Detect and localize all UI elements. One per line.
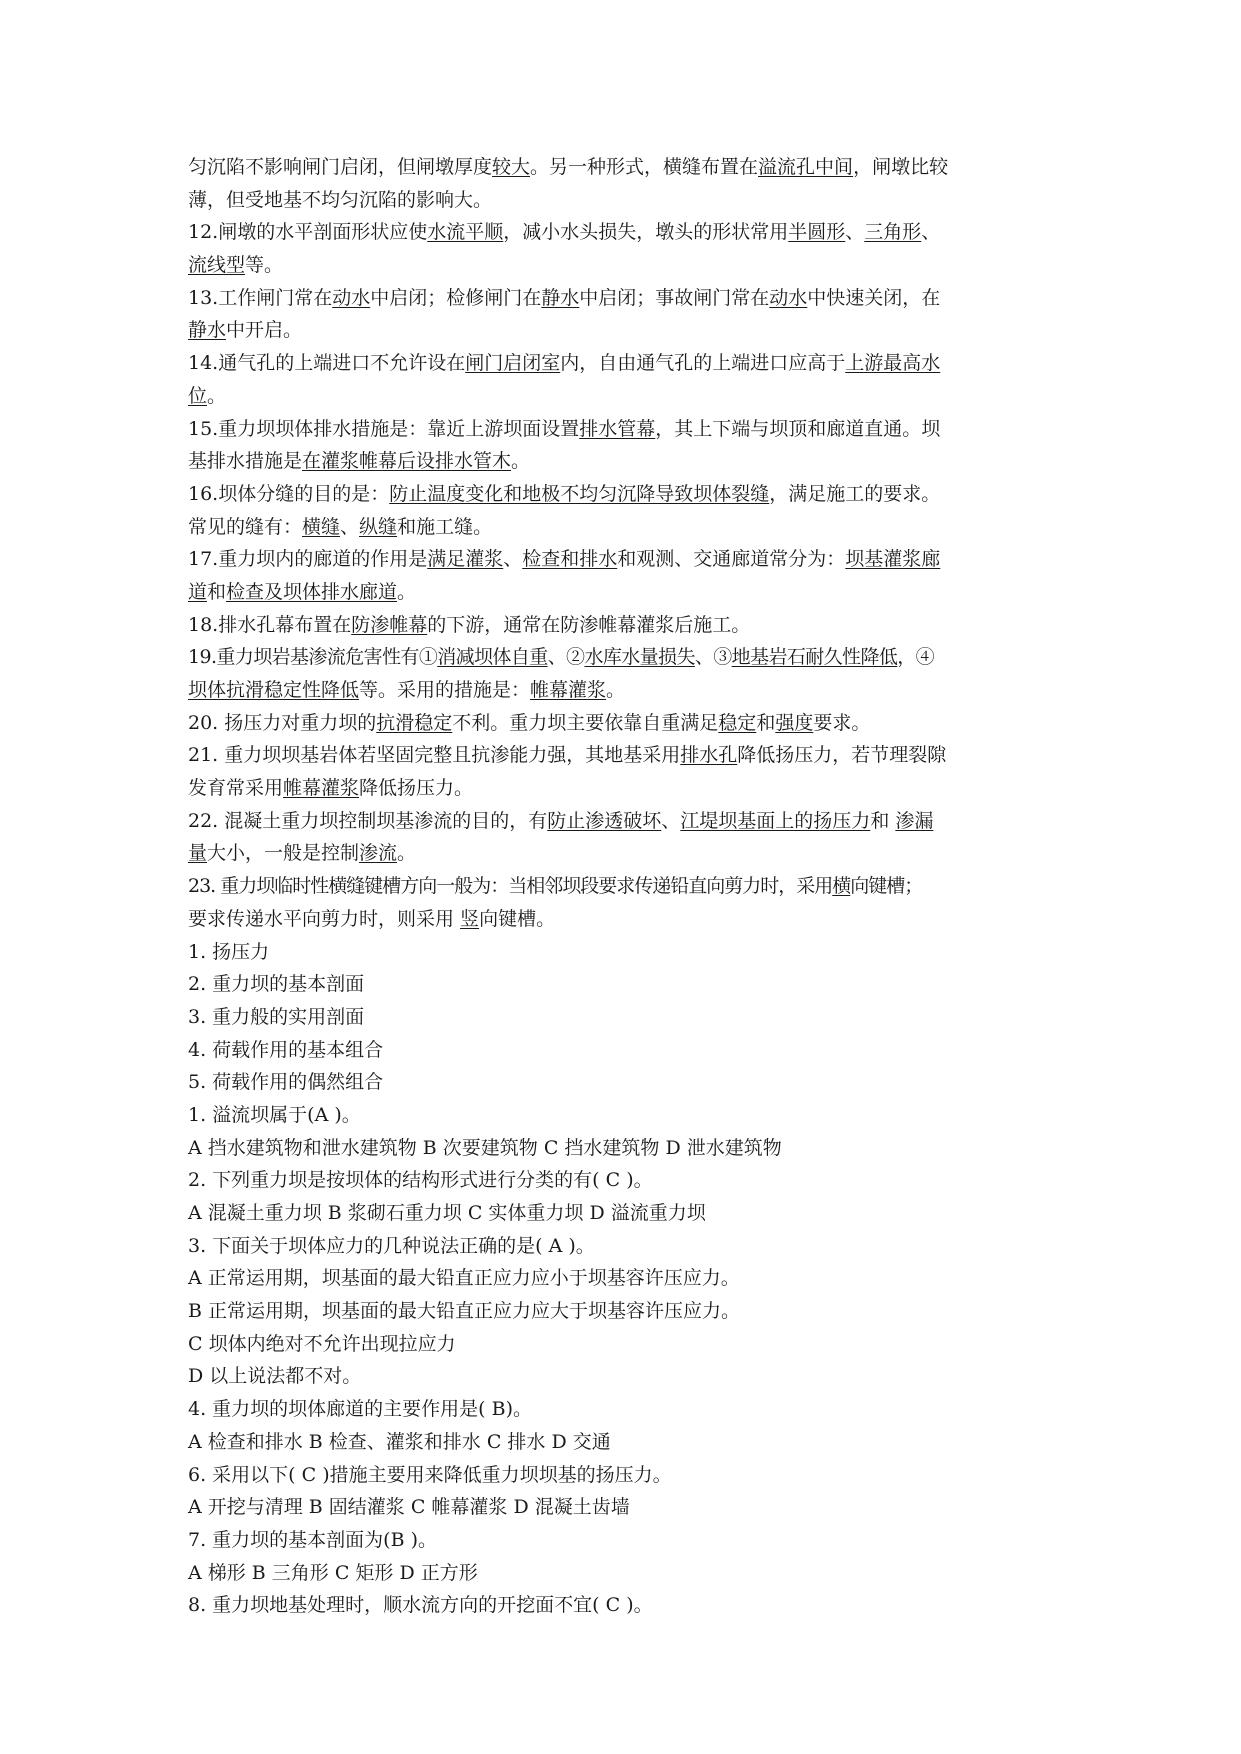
text-segment: 16.坝体分缝的目的是： [188, 482, 390, 505]
underlined-answer: 溢流孔中间 [758, 156, 854, 178]
text-segment: A 正常运用期，坝基面的最大铅直正应力应小于坝基容许压应力。 [188, 1267, 740, 1290]
text-line [188, 739, 1058, 772]
text-segment: 向键槽。 [479, 907, 556, 930]
text-line [188, 347, 1058, 380]
text-segment: 17.重力坝内的廊道的作用是 [188, 548, 428, 571]
underlined-answer: 动水 [769, 286, 808, 309]
text-line [188, 1524, 1058, 1557]
text-segment: 发育常采用 [188, 777, 284, 800]
underlined-answer: 帷幕灌浆 [530, 679, 607, 701]
text-segment: 和 [870, 809, 896, 832]
text-segment: 、 [845, 221, 865, 244]
text-segment: 2. 下列重力坝是按坝体的结构形式进行分类的有( C )。 [188, 1169, 653, 1192]
text-line [188, 151, 1058, 184]
underlined-answer: 消减坝体自重 [437, 646, 548, 669]
text-line [188, 249, 1058, 282]
underlined-answer: 渗流 [359, 842, 398, 865]
text-line [188, 282, 1058, 315]
text-line [188, 1132, 1058, 1165]
text-segment: 、② [547, 646, 585, 669]
text-line [188, 543, 1058, 576]
text-line [188, 1491, 1058, 1524]
text-line [188, 576, 1058, 609]
text-line [188, 1328, 1058, 1361]
text-segment: 中快速关闭，在 [807, 286, 941, 309]
underlined-answer: 防止温度变化和地极不均匀沉降导致坝体裂缝 [389, 482, 770, 505]
text-segment: 要求传递水平向剪力时，则采用 [188, 907, 461, 930]
underlined-answer: 半圆形 [788, 221, 846, 244]
underlined-answer: 水流平顺 [427, 221, 504, 244]
text-line [188, 1066, 1058, 1099]
text-line [188, 1459, 1058, 1492]
underlined-answer: 排水孔 [680, 744, 738, 767]
text-segment: ，闸墩比较 [853, 156, 949, 178]
underlined-answer: 水库水量损失 [584, 646, 695, 669]
underlined-answer: 满足灌浆 [427, 548, 504, 571]
text-segment: ，满足施工的要求。 [769, 482, 941, 505]
text-segment: B 正常运用期，坝基面的最大铅直正应力应大于坝基容许压应力。 [188, 1300, 741, 1323]
text-line [188, 1001, 1058, 1034]
text-segment: 等。采用的措施是： [359, 679, 531, 701]
text-segment: 和 [756, 711, 776, 734]
text-segment: A 开挖与清理 B 固结灌浆 C 帷幕灌浆 D 混凝土齿墙 [188, 1496, 630, 1519]
text-line [188, 478, 1058, 511]
text-segment: 、 [661, 809, 681, 832]
text-segment: 14.通气孔的上端进口不允许设在 [188, 352, 466, 375]
underlined-answer: 较大 [492, 156, 531, 178]
underlined-answer: 横缝 [302, 515, 341, 538]
text-segment: 和施工缝。 [397, 515, 493, 538]
text-segment: A 混凝土重力坝 B 浆砌石重力坝 C 实体重力坝 D 溢流重力坝 [188, 1202, 706, 1224]
underlined-answer: 帷幕灌浆 [283, 777, 360, 800]
text-line [188, 1099, 1058, 1132]
text-segment: 薄，但受地基不均匀沉陷的影响大。 [188, 188, 493, 211]
text-line [188, 511, 1058, 544]
underlined-answer: 检查和排水 [522, 548, 618, 571]
text-segment: 等。 [245, 254, 284, 277]
underlined-answer: 强度 [775, 711, 814, 734]
text-segment: 6. 采用以下( C )措施主要用来降低重力坝坝基的扬压力。 [188, 1463, 672, 1486]
text-line [188, 1589, 1058, 1622]
text-line [188, 216, 1058, 249]
text-segment: 2. 重力坝的基本剖面 [188, 973, 365, 996]
text-segment: 不利。重力坝主要依靠自重满足 [452, 711, 719, 734]
text-segment: A 梯形 B 三角形 C 矩形 D 正方形 [188, 1561, 478, 1584]
text-segment: 23. 重力坝临时性横缝键槽方向一般为：当相邻坝段要求传递铅直向剪力时，采用 [188, 875, 833, 898]
text-line [188, 1295, 1058, 1328]
text-line [188, 1393, 1058, 1426]
text-line [188, 968, 1058, 1001]
underlined-answer: 上游最高水 [845, 352, 941, 375]
text-segment: A 挡水建筑物和泄水建筑物 B 次要建筑物 C 挡水建筑物 D 泄水建筑物 [188, 1136, 782, 1159]
text-line [188, 380, 1058, 413]
text-segment: 向键槽； [850, 875, 923, 898]
underlined-answer: 横 [832, 875, 851, 898]
text-line [188, 1360, 1058, 1393]
text-line [188, 609, 1058, 642]
text-segment: 的下游，通常在防渗帷幕灌浆后施工。 [427, 613, 751, 636]
text-line [188, 936, 1058, 969]
text-segment: 1. 溢流坝属于(A )。 [188, 1103, 361, 1126]
text-segment: 13.工作闸门常在 [188, 286, 333, 309]
text-segment: 和 [207, 580, 227, 603]
text-line [188, 1197, 1058, 1230]
text-line [188, 1034, 1058, 1067]
underlined-answer: 抗滑稳定 [376, 711, 453, 734]
text-line [188, 870, 1058, 903]
underlined-answer: 竖 [460, 907, 480, 930]
underlined-answer: 动水 [332, 286, 371, 309]
text-segment: 。 [397, 580, 417, 603]
text-segment: 15.重力坝坝体排水措施是：靠近上游坝面设置 [188, 417, 580, 440]
text-segment: 中开启。 [226, 319, 303, 342]
text-segment: 。另一种形式，横缝布置在 [530, 156, 759, 178]
text-segment: 要求。 [813, 711, 871, 734]
text-segment: D 以上说法都不对。 [188, 1365, 362, 1388]
text-segment: ，减小水头损失，墩头的形状常用 [503, 221, 789, 244]
text-line [188, 641, 1058, 674]
underlined-answer: 在灌浆帷幕后设排水管木 [302, 450, 512, 473]
text-segment: 中启闭；检修闸门在 [370, 286, 542, 309]
underlined-answer: 渗漏 [895, 809, 934, 832]
text-line [188, 707, 1058, 740]
text-segment: 常见的缝有： [188, 515, 303, 538]
underlined-answer: 静水 [188, 319, 227, 342]
text-segment: 18.排水孔幕布置在 [188, 613, 352, 636]
text-line [188, 903, 1058, 936]
text-segment: 中启闭；事故闸门常在 [579, 286, 770, 309]
text-segment: 4. 重力坝的坝体廊道的主要作用是( B)。 [188, 1398, 532, 1421]
underlined-answer: 道 [188, 580, 208, 603]
text-segment: 匀沉陷不影响闸门启闭，但闸墩厚度 [188, 156, 493, 178]
text-segment: 、 [921, 221, 941, 244]
underlined-answer: 纵缝 [359, 515, 398, 538]
underlined-answer: 防止渗透破坏 [547, 809, 662, 832]
text-segment: 大小，一般是控制 [207, 842, 360, 865]
text-line [188, 1230, 1058, 1263]
underlined-answer: 量 [188, 842, 208, 865]
underlined-answer: 坝基灌浆廊 [845, 548, 941, 571]
underlined-answer: 流线型 [188, 254, 246, 277]
document-page [188, 151, 1058, 1622]
text-segment: ，④ [897, 646, 935, 669]
text-segment: 5. 荷载作用的偶然组合 [188, 1071, 384, 1094]
text-segment: 1. 扬压力 [188, 940, 270, 963]
text-segment: 7. 重力坝的基本剖面为(B )。 [188, 1528, 437, 1551]
text-line [188, 674, 1058, 707]
text-segment: 基排水措施是 [188, 450, 303, 473]
text-segment: 4. 荷载作用的基本组合 [188, 1038, 384, 1061]
text-segment: 。 [606, 679, 626, 701]
text-line [188, 1164, 1058, 1197]
text-segment: C 坝体内绝对不允许出现拉应力 [188, 1332, 456, 1355]
underlined-answer: 防渗帷幕 [351, 613, 428, 636]
text-segment: 内，自由通气孔的上端进口应高于 [560, 352, 846, 375]
text-segment: 3. 下面关于坝体应力的几种说法正确的是( A )。 [188, 1234, 595, 1257]
underlined-answer: 检查及坝体排水廊道 [226, 580, 398, 603]
text-line [188, 772, 1058, 805]
text-line [188, 837, 1058, 870]
text-segment: 20. 扬压力对重力坝的 [188, 711, 377, 734]
text-segment: 。 [511, 450, 531, 473]
text-line [188, 314, 1058, 347]
text-segment: 和观测、交通廊道常分为： [617, 548, 846, 571]
text-segment: 3. 重力般的实用剖面 [188, 1005, 365, 1028]
text-segment: 降低扬压力，若节理裂隙 [737, 744, 947, 767]
text-segment: 19.重力坝岩基渗流危害性有① [188, 646, 438, 669]
underlined-answer: 稳定 [718, 711, 757, 734]
text-segment: 、 [340, 515, 360, 538]
text-segment: A 检查和排水 B 检查、灌浆和排水 C 排水 D 交通 [188, 1430, 611, 1453]
text-line [188, 184, 1058, 217]
text-line [188, 1262, 1058, 1295]
text-segment: 。 [207, 384, 227, 407]
text-segment: 、③ [694, 646, 732, 669]
text-line [188, 805, 1058, 838]
text-line [188, 1557, 1058, 1590]
text-segment: 8. 重力坝地基处理时，顺水流方向的开挖面不宜( C )。 [188, 1594, 653, 1617]
text-line [188, 413, 1058, 446]
text-segment: 降低扬压力。 [359, 777, 474, 800]
text-line [188, 1426, 1058, 1459]
underlined-answer: 三角形 [864, 221, 922, 244]
underlined-answer: 闸门启闭室 [465, 352, 561, 375]
underlined-answer: 排水管幕 [579, 417, 656, 440]
underlined-answer: 地基岩石耐久性降低 [731, 646, 898, 669]
text-line [188, 445, 1058, 478]
text-segment: 、 [503, 548, 523, 571]
underlined-answer: 江堤坝基面上的扬压力 [680, 809, 871, 832]
text-segment: 。 [397, 842, 417, 865]
text-segment: 22. 混凝土重力坝控制坝基渗流的目的，有 [188, 809, 548, 832]
underlined-answer: 坝体抗滑稳定性降低 [188, 679, 360, 701]
underlined-answer: 静水 [541, 286, 580, 309]
text-segment: 21. 重力坝坝基岩体若坚固完整且抗渗能力强，其地基采用 [188, 744, 681, 767]
text-segment: 12.闸墩的水平剖面形状应使 [188, 221, 428, 244]
underlined-answer: 位 [188, 384, 208, 407]
text-segment: ，其上下端与坝顶和廊道直通。坝 [655, 417, 941, 440]
